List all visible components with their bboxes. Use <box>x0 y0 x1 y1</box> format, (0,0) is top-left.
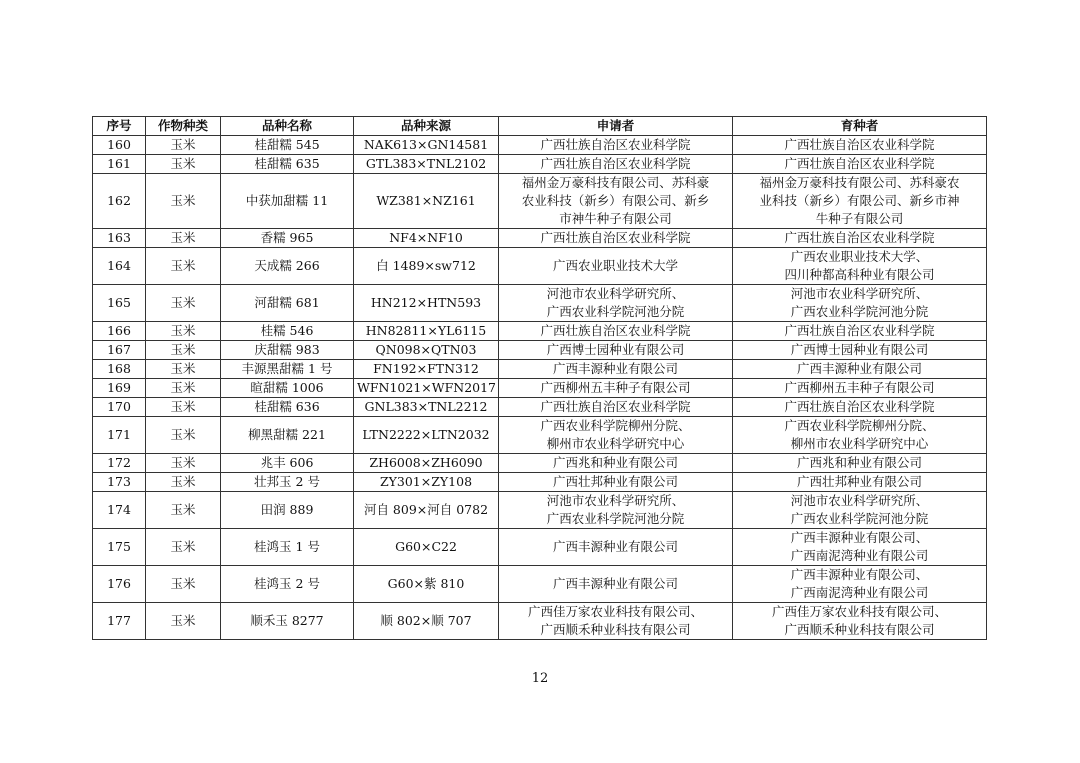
table-row <box>93 174 987 229</box>
cell-index: 169 <box>93 379 146 398</box>
cell-index: 173 <box>93 473 146 492</box>
table-row <box>93 492 987 529</box>
cell-crop-type: 玉米 <box>146 174 221 229</box>
table-row <box>93 473 987 492</box>
cell-crop-type: 玉米 <box>146 417 221 454</box>
cell-variety-source: QN098×QTN03 <box>354 341 499 360</box>
table-row <box>93 379 987 398</box>
cell-variety-name: 桂鸿玉 1 号 <box>221 529 354 566</box>
cell-crop-type: 玉米 <box>146 398 221 417</box>
table-row <box>93 229 987 248</box>
cell-applicant: 广西壮邦种业有限公司 <box>499 473 733 492</box>
cell-index: 168 <box>93 360 146 379</box>
table-row <box>93 603 987 640</box>
cell-applicant: 广西博士园种业有限公司 <box>499 341 733 360</box>
cell-breeder: 广西农业科学院柳州分院、 柳州市农业科学研究中心 <box>733 417 987 454</box>
cell-index: 171 <box>93 417 146 454</box>
cell-crop-type: 玉米 <box>146 136 221 155</box>
cell-index: 170 <box>93 398 146 417</box>
cell-variety-name: 壮邦玉 2 号 <box>221 473 354 492</box>
cell-index: 161 <box>93 155 146 174</box>
cell-applicant: 广西农业科学院柳州分院、 柳州市农业科学研究中心 <box>499 417 733 454</box>
cell-applicant: 广西兆和种业有限公司 <box>499 454 733 473</box>
cell-variety-name: 暄甜糯 1006 <box>221 379 354 398</box>
cell-variety-source: NF4×NF10 <box>354 229 499 248</box>
cell-variety-source: ZY301×ZY108 <box>354 473 499 492</box>
cell-applicant: 广西壮族自治区农业科学院 <box>499 229 733 248</box>
table-body <box>93 136 987 640</box>
table-row <box>93 155 987 174</box>
cell-variety-source: NAK613×GN14581 <box>354 136 499 155</box>
cell-breeder: 广西壮邦种业有限公司 <box>733 473 987 492</box>
cell-index: 162 <box>93 174 146 229</box>
cell-crop-type: 玉米 <box>146 603 221 640</box>
cell-variety-name: 桂甜糯 636 <box>221 398 354 417</box>
cell-variety-name: 香糯 965 <box>221 229 354 248</box>
cell-variety-name: 桂鸿玉 2 号 <box>221 566 354 603</box>
cell-crop-type: 玉米 <box>146 473 221 492</box>
cell-breeder: 广西兆和种业有限公司 <box>733 454 987 473</box>
cell-breeder: 广西壮族自治区农业科学院 <box>733 229 987 248</box>
cell-applicant: 广西壮族自治区农业科学院 <box>499 322 733 341</box>
cell-index: 176 <box>93 566 146 603</box>
header-variety-source: 品种来源 <box>354 117 499 136</box>
cell-crop-type: 玉米 <box>146 155 221 174</box>
cell-index: 174 <box>93 492 146 529</box>
table-row <box>93 454 987 473</box>
cell-crop-type: 玉米 <box>146 379 221 398</box>
cell-applicant: 河池市农业科学研究所、 广西农业科学院河池分院 <box>499 285 733 322</box>
cell-index: 175 <box>93 529 146 566</box>
cell-crop-type: 玉米 <box>146 341 221 360</box>
cell-applicant: 广西丰源种业有限公司 <box>499 529 733 566</box>
cell-variety-name: 丰源黑甜糯 1 号 <box>221 360 354 379</box>
cell-crop-type: 玉米 <box>146 566 221 603</box>
table-row <box>93 417 987 454</box>
cell-applicant: 广西丰源种业有限公司 <box>499 360 733 379</box>
cell-applicant: 广西丰源种业有限公司 <box>499 566 733 603</box>
table-row <box>93 136 987 155</box>
cell-variety-name: 天成糯 266 <box>221 248 354 285</box>
cell-variety-source: LTN2222×LTN2032 <box>354 417 499 454</box>
cell-applicant: 广西壮族自治区农业科学院 <box>499 136 733 155</box>
cell-crop-type: 玉米 <box>146 529 221 566</box>
header-crop-type: 作物种类 <box>146 117 221 136</box>
cell-crop-type: 玉米 <box>146 322 221 341</box>
cell-breeder: 广西壮族自治区农业科学院 <box>733 322 987 341</box>
table-row <box>93 398 987 417</box>
table-row <box>93 341 987 360</box>
cell-breeder: 广西丰源种业有限公司、 广西南泥湾种业有限公司 <box>733 529 987 566</box>
cell-applicant: 广西壮族自治区农业科学院 <box>499 155 733 174</box>
table-row <box>93 566 987 603</box>
header-applicant: 申请者 <box>499 117 733 136</box>
cell-breeder: 河池市农业科学研究所、 广西农业科学院河池分院 <box>733 492 987 529</box>
cell-breeder: 广西壮族自治区农业科学院 <box>733 398 987 417</box>
cell-breeder: 福州金万豪科技有限公司、苏科豪农 业科技（新乡）有限公司、新乡市神 牛种子有限公司 <box>733 174 987 229</box>
cell-index: 165 <box>93 285 146 322</box>
cell-variety-source: G60×C22 <box>354 529 499 566</box>
cell-applicant: 广西壮族自治区农业科学院 <box>499 398 733 417</box>
cell-index: 164 <box>93 248 146 285</box>
cell-variety-source: WFN1021×WFN2017 <box>354 379 499 398</box>
table-row <box>93 248 987 285</box>
cell-index: 166 <box>93 322 146 341</box>
cell-applicant: 河池市农业科学研究所、 广西农业科学院河池分院 <box>499 492 733 529</box>
cell-variety-name: 顺禾玉 8277 <box>221 603 354 640</box>
cell-variety-source: WZ381×NZ161 <box>354 174 499 229</box>
header-breeder: 育种者 <box>733 117 987 136</box>
cell-index: 160 <box>93 136 146 155</box>
cell-crop-type: 玉米 <box>146 454 221 473</box>
table-row <box>93 529 987 566</box>
cell-crop-type: 玉米 <box>146 285 221 322</box>
cell-variety-source: 河自 809×河自 0782 <box>354 492 499 529</box>
page-number: 12 <box>531 671 549 686</box>
cell-variety-name: 桂甜糯 545 <box>221 136 354 155</box>
cell-breeder: 广西丰源种业有限公司、 广西南泥湾种业有限公司 <box>733 566 987 603</box>
cell-applicant: 广西柳州五丰种子有限公司 <box>499 379 733 398</box>
cell-index: 163 <box>93 229 146 248</box>
table-row <box>93 322 987 341</box>
cell-applicant: 广西农业职业技术大学 <box>499 248 733 285</box>
cell-breeder: 河池市农业科学研究所、 广西农业科学院河池分院 <box>733 285 987 322</box>
cell-breeder: 广西农业职业技术大学、 四川种都高科种业有限公司 <box>733 248 987 285</box>
cell-crop-type: 玉米 <box>146 248 221 285</box>
cell-applicant: 福州金万豪科技有限公司、苏科豪 农业科技（新乡）有限公司、新乡 市神牛种子有限公司 <box>499 174 733 229</box>
cell-variety-source: HN212×HTN593 <box>354 285 499 322</box>
header-index: 序号 <box>93 117 146 136</box>
cell-variety-name: 柳黑甜糯 221 <box>221 417 354 454</box>
cell-variety-name: 田润 889 <box>221 492 354 529</box>
cell-variety-name: 兆丰 606 <box>221 454 354 473</box>
table-row <box>93 285 987 322</box>
cell-variety-source: GNL383×TNL2212 <box>354 398 499 417</box>
cell-breeder: 广西壮族自治区农业科学院 <box>733 155 987 174</box>
table-row <box>93 360 987 379</box>
cell-variety-source: FN192×FTN312 <box>354 360 499 379</box>
table-header-row <box>93 117 987 136</box>
variety-table <box>92 116 987 640</box>
cell-variety-source: 顺 802×顺 707 <box>354 603 499 640</box>
cell-variety-source: HN82811×YL6115 <box>354 322 499 341</box>
cell-crop-type: 玉米 <box>146 229 221 248</box>
cell-variety-name: 河甜糯 681 <box>221 285 354 322</box>
cell-index: 167 <box>93 341 146 360</box>
cell-variety-source: GTL383×TNL2102 <box>354 155 499 174</box>
cell-variety-name: 桂糯 546 <box>221 322 354 341</box>
cell-variety-source: G60×紫 810 <box>354 566 499 603</box>
cell-breeder: 广西博士园种业有限公司 <box>733 341 987 360</box>
cell-applicant: 广西佳万家农业科技有限公司、 广西顺禾种业科技有限公司 <box>499 603 733 640</box>
cell-variety-source: ZH6008×ZH6090 <box>354 454 499 473</box>
cell-variety-source: 白 1489×sw712 <box>354 248 499 285</box>
cell-breeder: 广西壮族自治区农业科学院 <box>733 136 987 155</box>
cell-breeder: 广西丰源种业有限公司 <box>733 360 987 379</box>
cell-variety-name: 中获加甜糯 11 <box>221 174 354 229</box>
cell-breeder: 广西柳州五丰种子有限公司 <box>733 379 987 398</box>
cell-index: 172 <box>93 454 146 473</box>
cell-breeder: 广西佳万家农业科技有限公司、 广西顺禾种业科技有限公司 <box>733 603 987 640</box>
cell-crop-type: 玉米 <box>146 492 221 529</box>
cell-index: 177 <box>93 603 146 640</box>
cell-variety-name: 桂甜糯 635 <box>221 155 354 174</box>
cell-crop-type: 玉米 <box>146 360 221 379</box>
header-variety-name: 品种名称 <box>221 117 354 136</box>
cell-variety-name: 庆甜糯 983 <box>221 341 354 360</box>
